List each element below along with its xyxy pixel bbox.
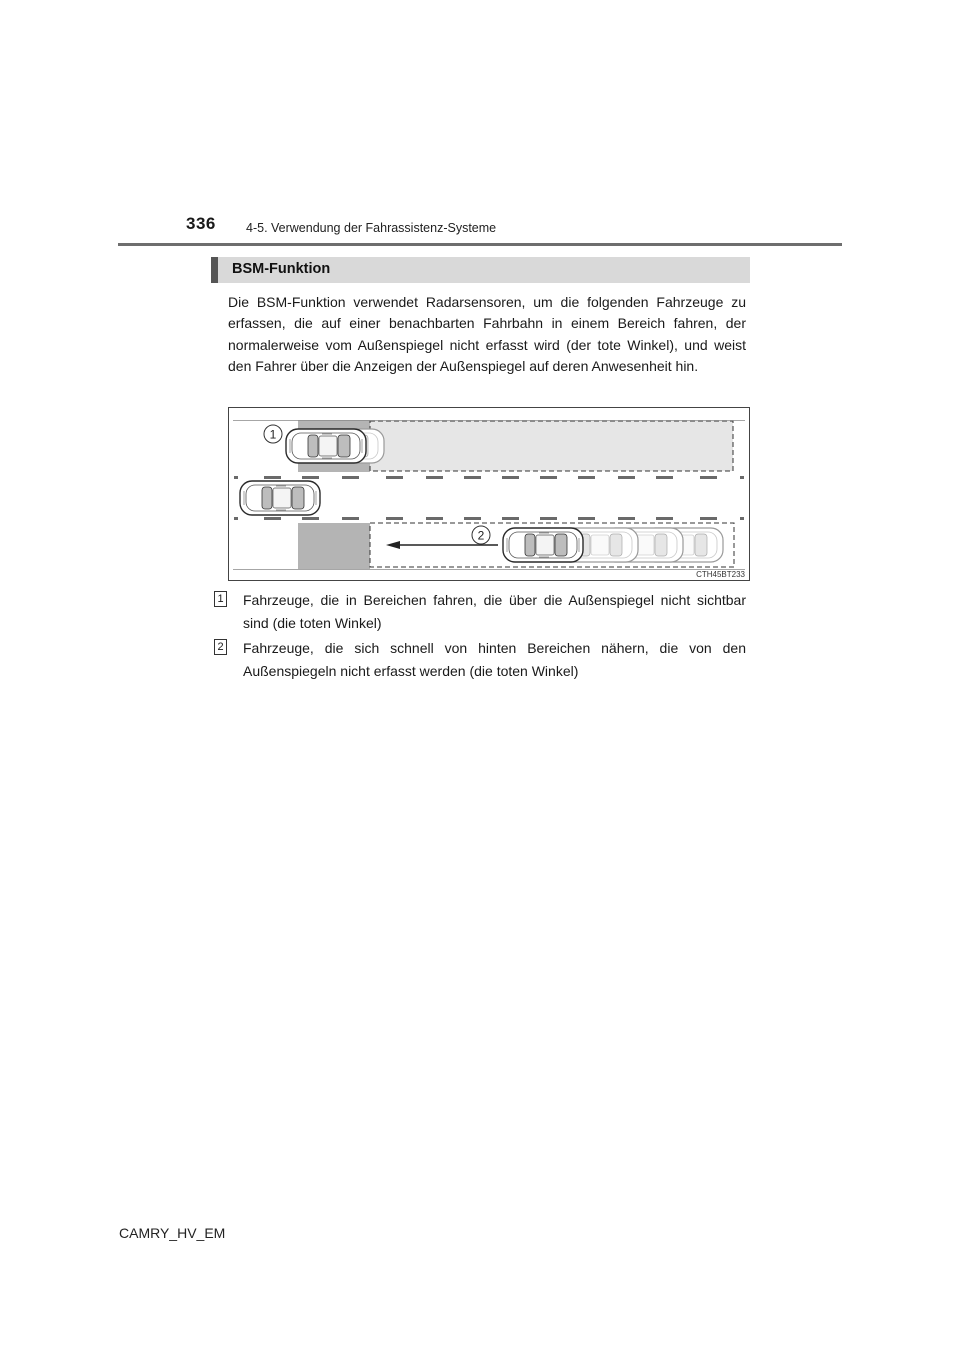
header-rule [118,243,842,246]
list-marker-2: 2 [214,639,227,655]
figure-code: CTH45BT233 [696,570,745,579]
intro-paragraph: Die BSM-Funktion verwendet Radarsensoren, um die folgenden Fahrzeuge zu erfassen, die auf einer benachbarten Fahrbahn in einem Bereich fahren, der normalerweise vom Außenspiegel nicht erfasst wird (der tote Winkel), und weist den Fahrer über die Anzeigen der Außenspiegel auf deren Anwesenheit hin. [228,294,746,375]
page-number: 336 [186,214,216,233]
detection-zone-top [370,421,733,471]
chapter-title: 4-5. Verwendung der Fahrassistenz-Systeme [246,221,497,235]
callout-1: 1 [269,427,277,442]
bsm-diagram [228,407,750,581]
footer-model-code: CAMRY_HV_EM [119,1225,226,1241]
callout-2: 2 [477,528,485,543]
list-item-2 [214,637,746,683]
own-vehicle [240,481,320,515]
blind-spot-zone-bottom [298,523,370,569]
section-heading-bar [211,257,750,283]
list-text-1: Fahrzeuge, die in Bereichen fahren, die über die Außenspiegel nicht sichtbar sind (die toten Winkel) [243,592,746,631]
bsm-diagram-svg [228,407,750,581]
vehicle-in-blind-spot [286,429,366,463]
list-marker-1: 1 [214,591,227,607]
approaching-vehicle [503,528,583,562]
section-title: BSM-Funktion [232,261,331,277]
list-text-2: Fahrzeuge, die sich schnell von hinten Bereichen nähern, die von den Außenspiegeln nicht erfasst werden (die toten Winkel) [243,640,746,679]
list-item-1 [214,589,746,635]
